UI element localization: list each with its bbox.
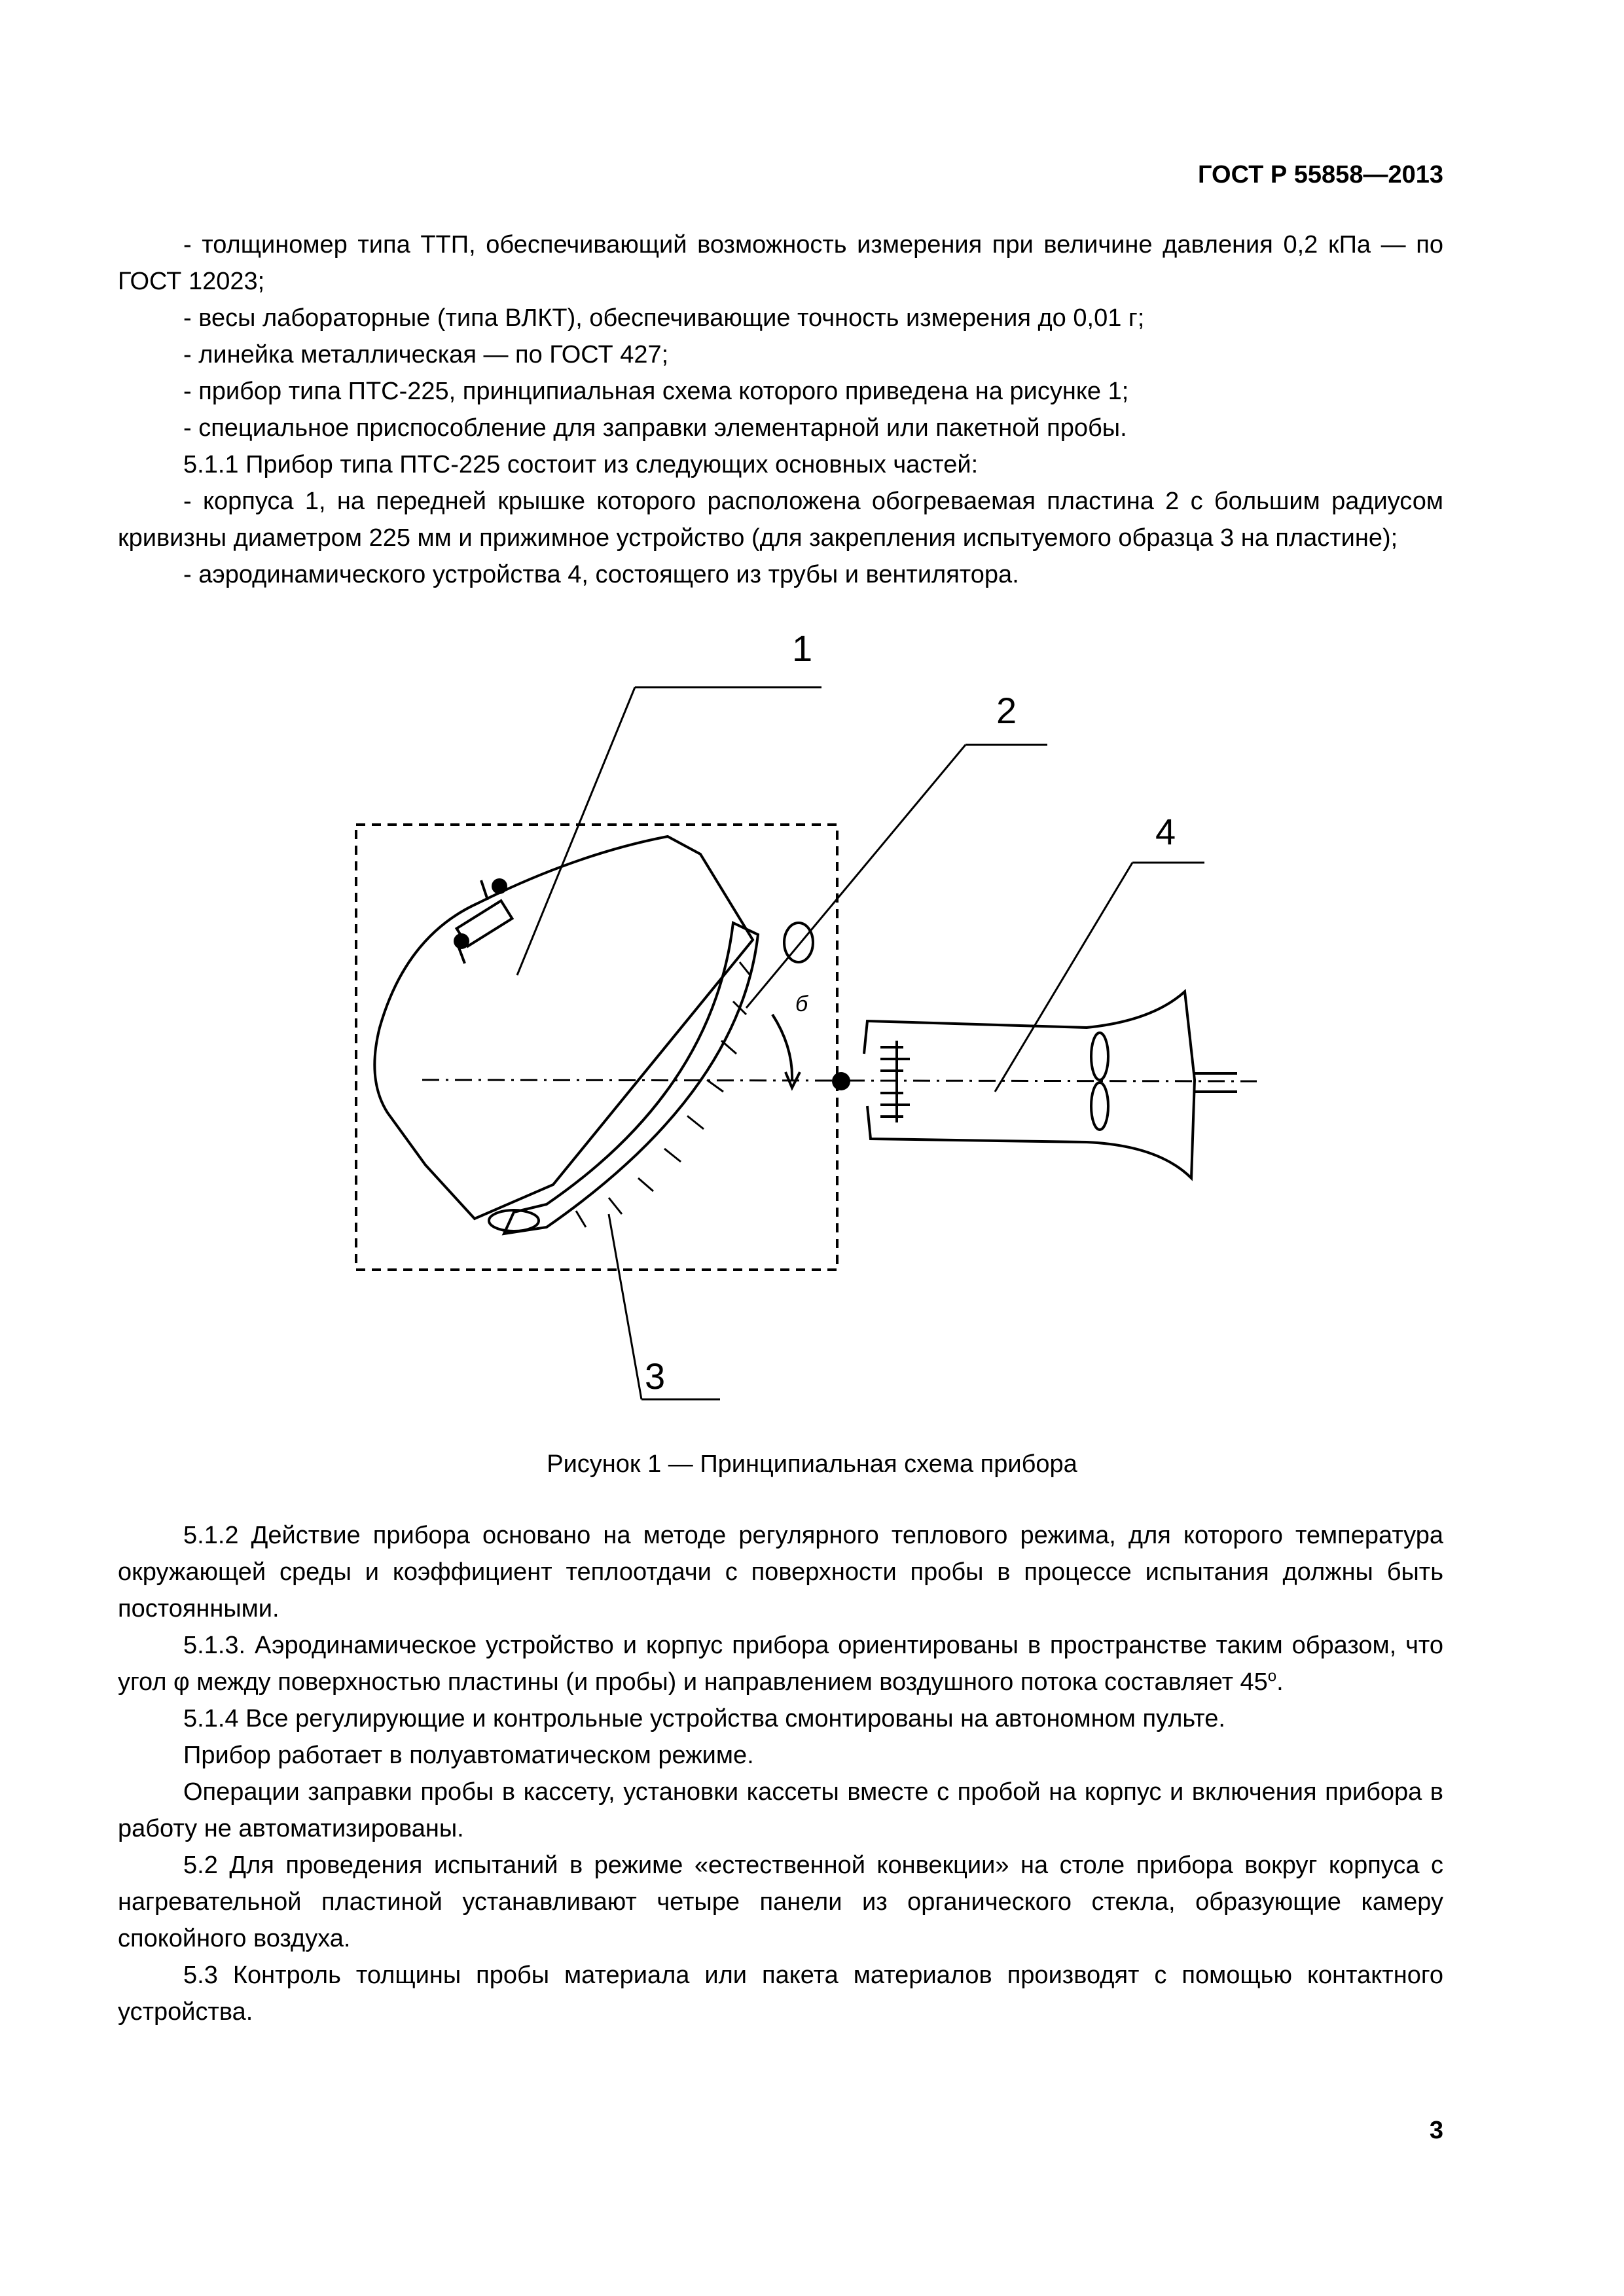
clause-5-2: 5.2 Для проведения испытаний в режиме «естественной конвекции» на столе прибора вокруг корпуса с нагревательной пластиной устанавливают четыре панели из органического стекла, образующие камеру спокойного воздуха.: [118, 1852, 1443, 1952]
label-2: 2: [996, 690, 1017, 731]
list-item: - весы лабораторные (типа ВЛКТ), обеспечивающие точность измерения до 0,01 г;: [183, 304, 1145, 332]
leader-1: [517, 687, 635, 975]
knob-ball: [454, 933, 469, 949]
document-header: ГОСТ Р 55858—2013: [1198, 161, 1443, 188]
airflow-point: [832, 1072, 850, 1090]
leader-2: [746, 745, 965, 1008]
leader-3: [609, 1214, 641, 1399]
figure-caption: Рисунок 1 — Принципиальная схема прибора: [547, 1450, 1077, 1478]
list-item: - толщиномер типа ТТП, обеспечивающий возможность измерения при величине давления 0,2 кПа — по ГОСТ 12023;: [118, 231, 1443, 295]
label-1: 1: [792, 628, 813, 669]
clause-5-1-2: 5.1.2 Действие прибора основано на методе регулярного теплового режима, для которого температура окружающей среды и коэффициент теплоотдачи с поверхности пробы в процессе испытания должны быть постоянными.: [118, 1522, 1443, 1623]
knob-ball: [492, 878, 507, 894]
knob-stem: [481, 880, 488, 900]
schematic-drawing: [288, 622, 1309, 1420]
equipment-list: [118, 226, 1443, 593]
paragraph: Прибор работает в полуавтоматическом режиме.: [183, 1742, 754, 1769]
angle-label: б: [795, 992, 808, 1016]
figure-device-schematic: [288, 622, 1309, 1420]
angle-arc: [772, 1014, 792, 1081]
fan-blade: [1091, 1033, 1108, 1080]
clause-5-1-1: 5.1.1 Прибор типа ПТС-225 состоит из следующих основных частей:: [183, 451, 979, 478]
duct-body: [864, 992, 1195, 1178]
list-item: - прибор типа ПТС-225, принципиальная схема которого приведена на рисунке 1;: [183, 378, 1129, 405]
label-4: 4: [1155, 811, 1176, 852]
clauses-block: [118, 1517, 1443, 2030]
label-3: 3: [645, 1355, 666, 1397]
fan-blade: [1091, 1083, 1108, 1130]
housing-body: [374, 836, 753, 1219]
list-item: - корпуса 1, на передней крышке которого расположена обогреваемая пластина 2 с большим радиусом кривизны диаметром 225 мм и прижимное устройство (для закрепления испытуемого образца 3 на пластине);: [118, 488, 1443, 552]
enclosure-dashed-box: [356, 825, 837, 1270]
list-item: - линейка металлическая — по ГОСТ 427;: [183, 341, 669, 368]
page-number: 3: [1429, 2117, 1443, 2144]
clause-5-1-3: 5.1.3. Аэродинамическое устройство и корпус прибора ориентированы в пространстве таким образом, что угол φ между поверхностью пластины (и пробы) и направлением воздушного потока составляет $45^о$.: [118, 1632, 1443, 1696]
clause-5-3: 5.3 Контроль толщины пробы материала или пакета материалов производят с помощью контактного устройства.: [118, 1962, 1443, 2026]
paragraph: Операции заправки пробы в кассету, установки кассеты вместе с пробой на корпус и включения прибора в работу не автоматизированы.: [118, 1778, 1443, 1842]
list-item: - аэродинамического устройства 4, состоящего из трубы и вентилятора.: [183, 561, 1019, 588]
clause-5-1-4: 5.1.4 Все регулирующие и контрольные устройства смонтированы на автономном пульте.: [183, 1705, 1225, 1732]
leader-4: [995, 863, 1132, 1092]
list-item: - специальное приспособление для заправки элементарной или пакетной пробы.: [183, 414, 1127, 442]
heated-plate: [504, 923, 758, 1234]
